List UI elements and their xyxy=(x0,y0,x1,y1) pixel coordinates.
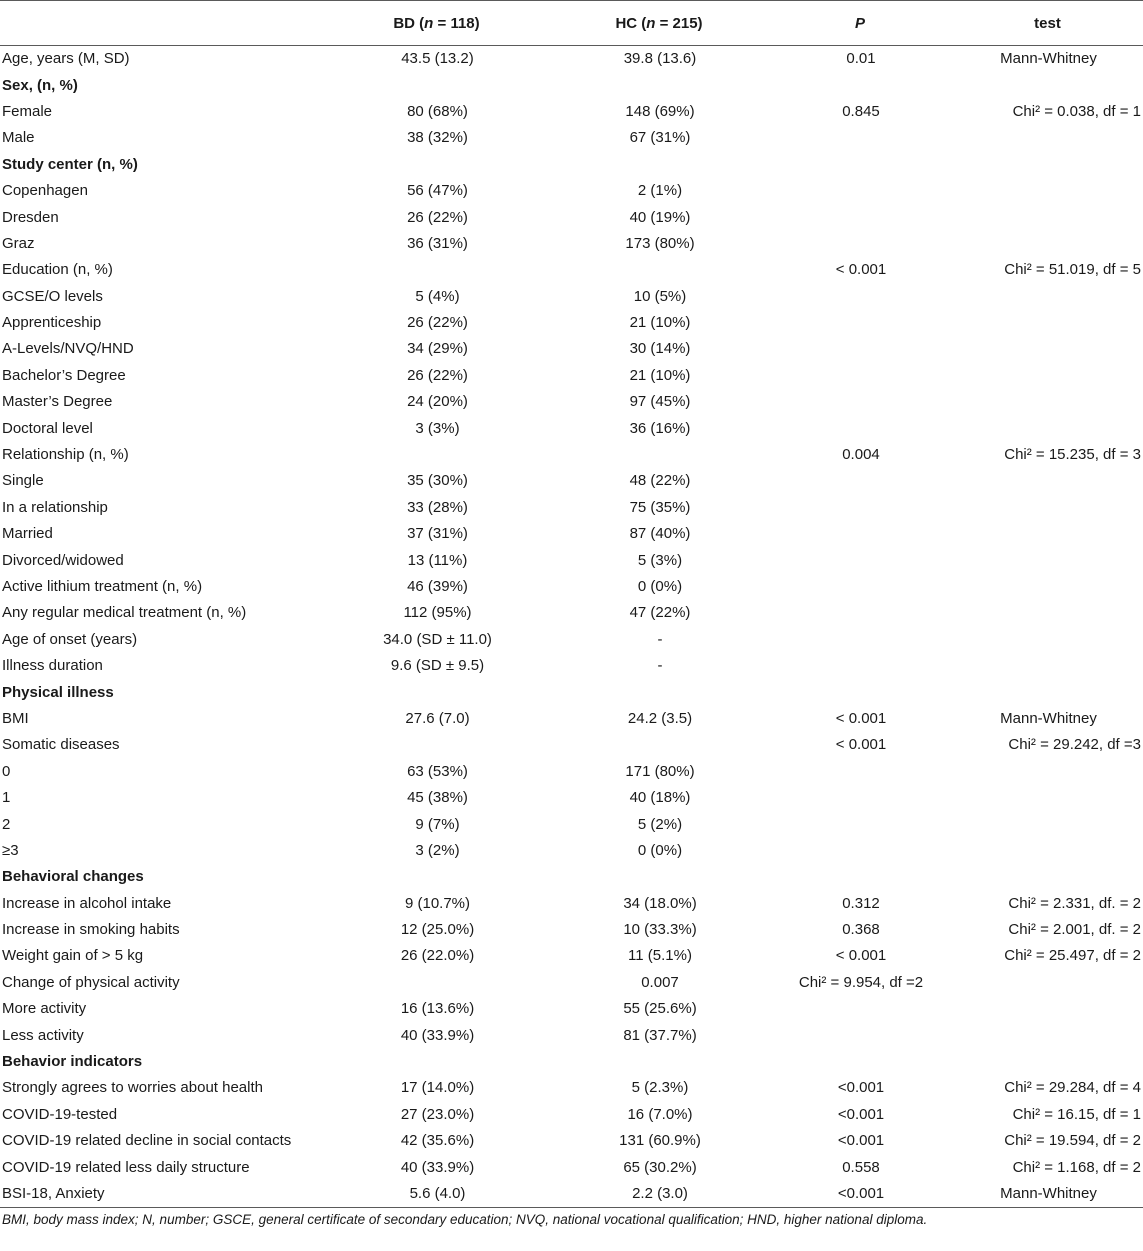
test-value xyxy=(952,284,1143,310)
bd-value: 34.0 (SD ± 11.0) xyxy=(383,630,492,648)
section-row xyxy=(0,72,1143,98)
p-value xyxy=(768,178,952,204)
bd-value: 27 (23.0%) xyxy=(400,1105,475,1123)
hc-value: 36 (16%) xyxy=(629,419,691,437)
p-value xyxy=(768,574,952,600)
p-value: <0.001 xyxy=(768,1181,952,1208)
p-value xyxy=(768,204,952,230)
p-value: < 0.001 xyxy=(835,261,887,279)
hc-value xyxy=(550,152,768,178)
row-label: Education (n, %) xyxy=(2,261,113,279)
bd-value: 37 (31%) xyxy=(407,525,468,543)
p-value: < 0.001 xyxy=(835,736,887,754)
table-row xyxy=(0,1128,1143,1154)
row-label: Male xyxy=(2,129,35,147)
row-label: Divorced/widowed xyxy=(2,551,124,569)
hc-value xyxy=(550,679,768,705)
test-value xyxy=(952,864,1143,890)
bd-value: 43.5 (13.2) xyxy=(401,50,474,68)
row-label: Age, years (M, SD) xyxy=(2,50,130,68)
hc-value: 171 (80%) xyxy=(625,762,695,780)
table-row xyxy=(0,811,1143,837)
bd-value: 56 (47%) xyxy=(407,182,468,200)
test-value: Chi² = 29.242, df =3 xyxy=(1008,736,1141,754)
p-value xyxy=(768,679,952,705)
test-value xyxy=(952,996,1143,1022)
test-value: Chi² = 51.019, df = 5 xyxy=(1004,261,1141,279)
test-value xyxy=(952,970,1143,996)
p-value xyxy=(768,627,952,653)
test-value xyxy=(952,72,1143,98)
row-label: Female xyxy=(2,102,53,120)
bd-value: 27.6 (7.0) xyxy=(405,709,470,727)
table-row xyxy=(0,574,1143,600)
row-label: Single xyxy=(2,472,44,490)
p-value xyxy=(768,284,952,310)
hc-value: 65 (30.2%) xyxy=(623,1158,697,1176)
bd-value: 24 (20%) xyxy=(407,393,468,411)
hc-value xyxy=(550,1049,768,1075)
p-value: 0.004 xyxy=(842,446,880,464)
test-value: Chi² = 2.331, df. = 2 xyxy=(1008,894,1141,912)
hc-value: 131 (60.9%) xyxy=(619,1132,701,1150)
header-row xyxy=(0,1,1143,46)
bd-value: 9 (10.7%) xyxy=(404,894,471,912)
hc-value: 2 (1%) xyxy=(637,182,683,200)
table-row xyxy=(0,363,1143,389)
row-label: BSI-18, Anxiety xyxy=(0,1181,323,1208)
row-label: Copenhagen xyxy=(2,182,88,200)
table-row xyxy=(0,838,1143,864)
table-header xyxy=(0,1,1143,46)
bd-value: 26 (22%) xyxy=(407,208,468,226)
table-row xyxy=(0,178,1143,204)
table-row xyxy=(0,46,1143,73)
hc-value xyxy=(550,442,768,468)
hc-value xyxy=(550,864,768,890)
test-value xyxy=(952,204,1143,230)
bd-value: 26 (22%) xyxy=(407,366,468,384)
hc-value: 24.2 (3.5) xyxy=(627,709,693,727)
hc-value: 2.2 (3.0) xyxy=(550,1181,768,1208)
hc-value: 34 (18.0%) xyxy=(623,894,697,912)
p-value xyxy=(768,759,952,785)
hc-value: 97 (45%) xyxy=(629,393,691,411)
header-p: P xyxy=(768,1,952,46)
test-value xyxy=(952,1049,1143,1075)
table-row xyxy=(0,1022,1143,1048)
p-value xyxy=(768,996,952,1022)
hc-value: 48 (22%) xyxy=(629,472,691,490)
table-row xyxy=(0,1102,1143,1128)
test-value: Mann-Whitney xyxy=(1000,50,1097,68)
test-value xyxy=(952,600,1143,626)
test-value: Chi² = 29.284, df = 4 xyxy=(1004,1079,1141,1097)
p-value: <0.001 xyxy=(837,1132,885,1150)
test-value: Chi² = 25.497, df = 2 xyxy=(1004,947,1141,965)
test-value xyxy=(952,627,1143,653)
test-value xyxy=(952,811,1143,837)
table-row xyxy=(0,231,1143,257)
row-label: Illness duration xyxy=(2,657,103,675)
p-value: < 0.001 xyxy=(835,947,887,965)
row-label: Sex, (n, %) xyxy=(2,76,78,94)
test-value: Mann-Whitney xyxy=(1000,709,1097,727)
test-value xyxy=(952,759,1143,785)
p-value xyxy=(768,864,952,890)
table-row xyxy=(0,204,1143,230)
row-label: Study center (n, %) xyxy=(2,155,138,173)
p-value xyxy=(768,336,952,362)
table-row xyxy=(0,785,1143,811)
bd-value xyxy=(323,864,550,890)
row-label: Doctoral level xyxy=(2,419,93,437)
table-row xyxy=(0,706,1143,732)
row-label: Dresden xyxy=(2,208,59,226)
test-value xyxy=(952,231,1143,257)
bd-value: 34 (29%) xyxy=(407,340,468,358)
row-label: Behavior indicators xyxy=(2,1053,143,1071)
bd-value xyxy=(323,679,550,705)
row-label: Master’s Degree xyxy=(2,393,113,411)
bd-value xyxy=(323,732,550,758)
p-value xyxy=(768,495,952,521)
table-row xyxy=(0,917,1143,943)
table-row xyxy=(0,732,1143,758)
table-footnote: BMI, body mass index; N, number; GSCE, general certificate of secondary education; NVQ, national vocational qualification; HND, higher national diploma. xyxy=(2,1212,928,1228)
hc-value: 0 (0%) xyxy=(637,578,683,595)
row-label: More activity xyxy=(2,1000,87,1018)
bd-value: 5 (4%) xyxy=(415,287,460,305)
table-row xyxy=(0,627,1143,653)
test-value xyxy=(952,468,1143,494)
test-value: Chi² = 1.168, df = 2 xyxy=(1012,1158,1141,1176)
bd-value: 40 (33.9%) xyxy=(400,1026,475,1044)
row-label: ≥3 xyxy=(2,841,19,859)
test-value xyxy=(952,838,1143,864)
row-label: Age of onset (years) xyxy=(2,630,138,648)
row-label: Bachelor’s Degree xyxy=(2,366,126,384)
p-value xyxy=(768,415,952,441)
bd-value xyxy=(323,442,550,468)
test-value xyxy=(952,336,1143,362)
hc-value: 40 (19%) xyxy=(629,208,691,226)
table-row xyxy=(0,310,1143,336)
test-value xyxy=(952,178,1143,204)
hc-value: 47 (22%) xyxy=(629,604,691,622)
row-label: Change of physical activity xyxy=(2,973,180,991)
bd-value: 9 (7%) xyxy=(415,815,460,833)
bd-value: 45 (38%) xyxy=(407,789,468,807)
hc-value xyxy=(550,72,768,98)
p-value xyxy=(768,600,952,626)
row-label: Less activity xyxy=(2,1026,84,1044)
p-value xyxy=(768,152,952,178)
p-value xyxy=(768,653,952,679)
table-row xyxy=(0,547,1143,573)
p-value: 0.845 xyxy=(842,102,880,120)
bd-value: 38 (32%) xyxy=(407,129,468,147)
row-label: BMI xyxy=(2,709,29,727)
row-label: Graz xyxy=(2,234,35,252)
test-value xyxy=(952,679,1143,705)
hc-value: 10 (33.3%) xyxy=(623,921,697,939)
header-hc: HC (n = 215) xyxy=(550,1,768,46)
test-value: Chi² = 0.038, df = 1 xyxy=(1012,102,1141,120)
test-value xyxy=(952,547,1143,573)
bd-value: 16 (13.6%) xyxy=(400,1000,475,1018)
hc-value: 67 (31%) xyxy=(629,129,691,147)
table-body xyxy=(0,46,1143,1208)
header-variable xyxy=(0,1,323,46)
p-value xyxy=(768,547,952,573)
table-row xyxy=(0,891,1143,917)
row-label: GCSE/O levels xyxy=(2,287,103,305)
test-value: Chi² = 16.15, df = 1 xyxy=(1012,1105,1141,1123)
bd-value: 112 (95%) xyxy=(403,604,472,622)
hc-value: - xyxy=(657,657,663,675)
row-label: 1 xyxy=(2,789,11,807)
bd-value: 46 (39%) xyxy=(407,578,468,595)
hc-value: 5 (3%) xyxy=(637,551,683,569)
bd-value: 42 (35.6%) xyxy=(400,1132,475,1150)
row-label: Increase in alcohol intake xyxy=(2,894,172,912)
p-value: <0.001 xyxy=(837,1079,885,1097)
table-row xyxy=(0,943,1143,969)
bd-value: 26 (22%) xyxy=(407,314,468,332)
hc-value: 75 (35%) xyxy=(629,498,691,516)
row-label: COVID-19-tested xyxy=(2,1105,118,1123)
p-value xyxy=(768,838,952,864)
test-value xyxy=(952,389,1143,415)
row-label: Physical illness xyxy=(2,683,114,701)
bd-value xyxy=(323,970,550,996)
row-label: COVID-19 related decline in social contacts xyxy=(2,1132,292,1150)
hc-value: 148 (69%) xyxy=(625,102,695,120)
bd-value: 17 (14.0%) xyxy=(400,1079,475,1097)
test-value: Chi² = 15.235, df = 3 xyxy=(1004,446,1141,464)
bd-value xyxy=(323,152,550,178)
p-value xyxy=(768,363,952,389)
hc-value: 11 (5.1%) xyxy=(628,947,692,965)
bd-value xyxy=(323,72,550,98)
table-row xyxy=(0,125,1143,151)
table-row xyxy=(0,759,1143,785)
p-value xyxy=(768,785,952,811)
row-label: Increase in smoking habits xyxy=(2,921,180,939)
bd-value: 40 (33.9%) xyxy=(400,1158,475,1176)
p-value: 0.312 xyxy=(842,894,880,912)
row-label: A-Levels/NVQ/HND xyxy=(2,340,134,358)
hc-value: 0.007 xyxy=(641,973,679,991)
row-label: 2 xyxy=(2,815,11,833)
row-label: 0 xyxy=(2,762,11,780)
p-value: <0.001 xyxy=(837,1105,885,1123)
table-row xyxy=(0,653,1143,679)
hc-value: 21 (10%) xyxy=(629,314,691,332)
test-value xyxy=(952,125,1143,151)
p-value xyxy=(768,231,952,257)
p-value xyxy=(768,521,952,547)
row-label: Married xyxy=(2,525,53,543)
bd-value: 36 (31%) xyxy=(407,234,468,252)
hc-value: 30 (14%) xyxy=(629,340,691,358)
bd-value: 13 (11%) xyxy=(407,551,468,569)
test-value: Chi² = 2.001, df. = 2 xyxy=(1008,921,1141,939)
p-value: 0.01 xyxy=(846,50,876,68)
bd-value: 3 (2%) xyxy=(415,841,460,859)
table-row xyxy=(0,257,1143,283)
test-value: Mann-Whitney xyxy=(952,1181,1143,1208)
header-test: test xyxy=(952,1,1143,46)
p-value xyxy=(768,310,952,336)
hc-value: 5 (2.3%) xyxy=(631,1079,689,1097)
bd-value xyxy=(323,257,550,283)
row-label: Behavioral changes xyxy=(2,868,144,886)
table-row xyxy=(0,99,1143,125)
row-label: Somatic diseases xyxy=(2,736,120,754)
table-row xyxy=(0,1075,1143,1101)
hc-value: 87 (40%) xyxy=(629,525,691,543)
hc-value xyxy=(550,732,768,758)
bd-value: 35 (30%) xyxy=(407,472,468,490)
bd-value: 80 (68%) xyxy=(407,102,468,120)
bd-value: 9.6 (SD ± 9.5) xyxy=(390,657,485,675)
row-label: COVID-19 related less daily structure xyxy=(2,1158,250,1176)
table-row xyxy=(0,1154,1143,1180)
test-value: Chi² = 19.594, df = 2 xyxy=(1004,1132,1141,1150)
section-row xyxy=(0,152,1143,178)
bd-value: 3 (3%) xyxy=(415,419,460,437)
p-value xyxy=(768,72,952,98)
p-value xyxy=(768,389,952,415)
table-row xyxy=(0,600,1143,626)
table-row xyxy=(0,970,1143,996)
hc-value: 55 (25.6%) xyxy=(623,1000,697,1018)
row-label: Any regular medical treatment (n, %) xyxy=(2,604,247,622)
hc-value: 39.8 (13.6) xyxy=(623,50,697,68)
table-row xyxy=(0,389,1143,415)
test-value xyxy=(952,521,1143,547)
p-value xyxy=(768,1049,952,1075)
bd-value: 63 (53%) xyxy=(407,762,468,780)
row-label: In a relationship xyxy=(2,498,108,516)
hc-value: 40 (18%) xyxy=(629,789,691,807)
p-value xyxy=(768,125,952,151)
bd-value: 5.6 (4.0) xyxy=(323,1181,550,1208)
row-label: Apprenticeship xyxy=(2,314,102,332)
table-row xyxy=(0,468,1143,494)
hc-value: 81 (37.7%) xyxy=(623,1026,697,1044)
hc-value: 5 (2%) xyxy=(637,815,683,833)
test-value xyxy=(952,653,1143,679)
hc-value xyxy=(550,257,768,283)
hc-value: 0 (0%) xyxy=(637,841,683,859)
bd-value: 26 (22.0%) xyxy=(400,947,475,965)
table-row xyxy=(0,336,1143,362)
test-value xyxy=(952,495,1143,521)
row-label: Strongly agrees to worries about health xyxy=(2,1079,263,1097)
table-row xyxy=(0,1181,1143,1208)
table-row xyxy=(0,996,1143,1022)
test-value xyxy=(952,152,1143,178)
p-value: Chi² = 9.954, df =2 xyxy=(798,973,924,991)
p-value: 0.368 xyxy=(842,921,880,939)
row-label: Weight gain of > 5 kg xyxy=(2,947,144,965)
header-bd: BD (n = 118) xyxy=(323,1,550,46)
test-value xyxy=(952,1022,1143,1048)
section-row xyxy=(0,1049,1143,1075)
row-label: Relationship (n, %) xyxy=(2,446,129,464)
section-row xyxy=(0,679,1143,705)
table-row xyxy=(0,284,1143,310)
hc-value: 10 (5%) xyxy=(633,287,687,305)
bd-value xyxy=(323,1049,550,1075)
p-value xyxy=(768,1022,952,1048)
section-row xyxy=(0,864,1143,890)
table-row xyxy=(0,442,1143,468)
test-value xyxy=(952,310,1143,336)
hc-value: 173 (80%) xyxy=(625,234,695,252)
test-value xyxy=(952,574,1143,600)
p-value: < 0.001 xyxy=(835,709,887,727)
test-value xyxy=(952,363,1143,389)
p-value: 0.558 xyxy=(842,1158,880,1176)
hc-value: 16 (7.0%) xyxy=(627,1105,693,1123)
table-row xyxy=(0,415,1143,441)
table-row xyxy=(0,495,1143,521)
test-value xyxy=(952,785,1143,811)
bd-value: 12 (25.0%) xyxy=(400,921,475,939)
bd-value: 33 (28%) xyxy=(407,498,468,516)
p-value xyxy=(768,811,952,837)
hc-value: - xyxy=(657,630,663,648)
table-row xyxy=(0,521,1143,547)
p-value xyxy=(768,468,952,494)
test-value xyxy=(952,415,1143,441)
hc-value: 21 (10%) xyxy=(629,366,691,384)
row-label: Active lithium treatment (n, %) xyxy=(2,578,203,595)
